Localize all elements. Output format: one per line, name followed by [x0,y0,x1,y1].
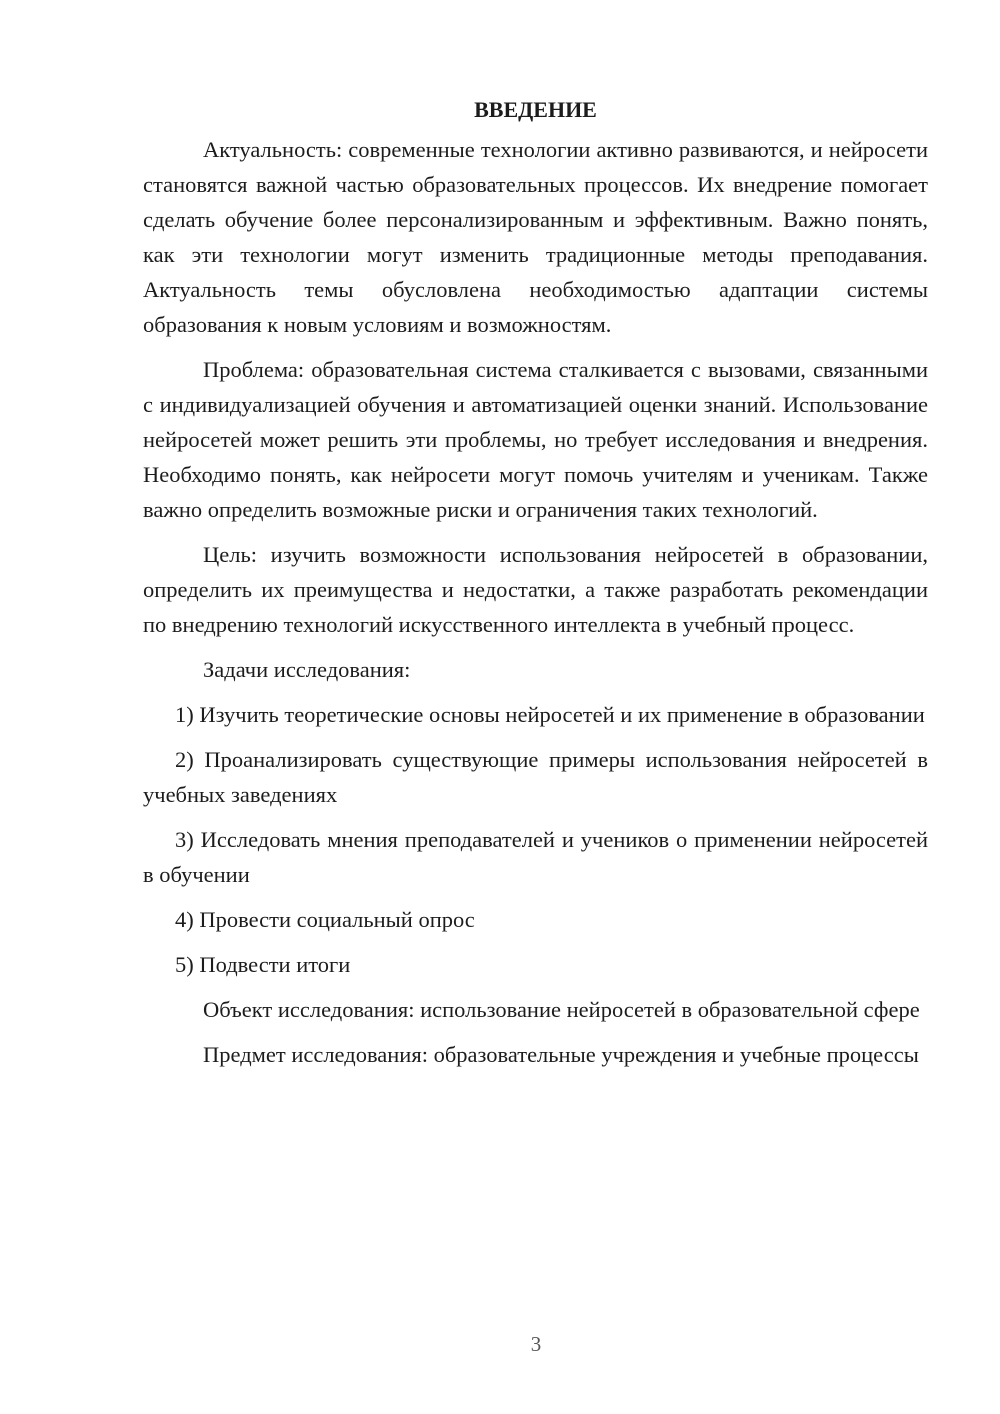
task-item: 4) Провести социальный опрос [175,907,475,932]
task-item: 2) Проанализировать существующие примеры использования нейросетей в учебных заведениях [143,747,928,807]
relevance-paragraph: Актуальность: современные технологии активно развиваются, и нейросети становятся важной частью образовательных процессов. Их внедрение помогает сделать обучение более персонализированным и эффективным. Важно понять, как эти технологии могут изменить традиционные методы преподавания. Актуальность темы обусловлена необходимостью адаптации системы образования к новым условиям и возможностям. [143,137,928,337]
page-number: 3 [530,1332,542,1356]
task-item: 5) Подвести итоги [175,952,351,977]
section-heading: ВВЕДЕНИЕ [474,97,597,122]
document-page [143,96,928,1082]
object-paragraph: Объект исследования: использование нейросетей в образовательной сфере [203,997,920,1022]
goal-paragraph: Цель: изучить возможности использования нейросетей в образовании, определить их преимущества и недостатки, а также разработать рекомендации по внедрению технологий искусственного интеллекта в учебный процесс. [143,542,928,637]
task-item: 1) Изучить теоретические основы нейросетей и их применение в образовании [175,702,925,727]
problem-paragraph: Проблема: образовательная система сталкивается с вызовами, связанными с индивидуализацией обучения и автоматизацией оценки знаний. Использование нейросетей может решить эти проблемы, но требует исследования и внедрения. Необходимо понять, как нейросети могут помочь учителям и ученикам. Также важно определить возможные риски и ограничения таких технологий. [143,357,928,522]
subject-paragraph: Предмет исследования: образовательные учреждения и учебные процессы [203,1042,919,1067]
task-item: 3) Исследовать мнения преподавателей и учеников о применении нейросетей в обучении [143,827,928,887]
tasks-title: Задачи исследования: [203,657,411,682]
